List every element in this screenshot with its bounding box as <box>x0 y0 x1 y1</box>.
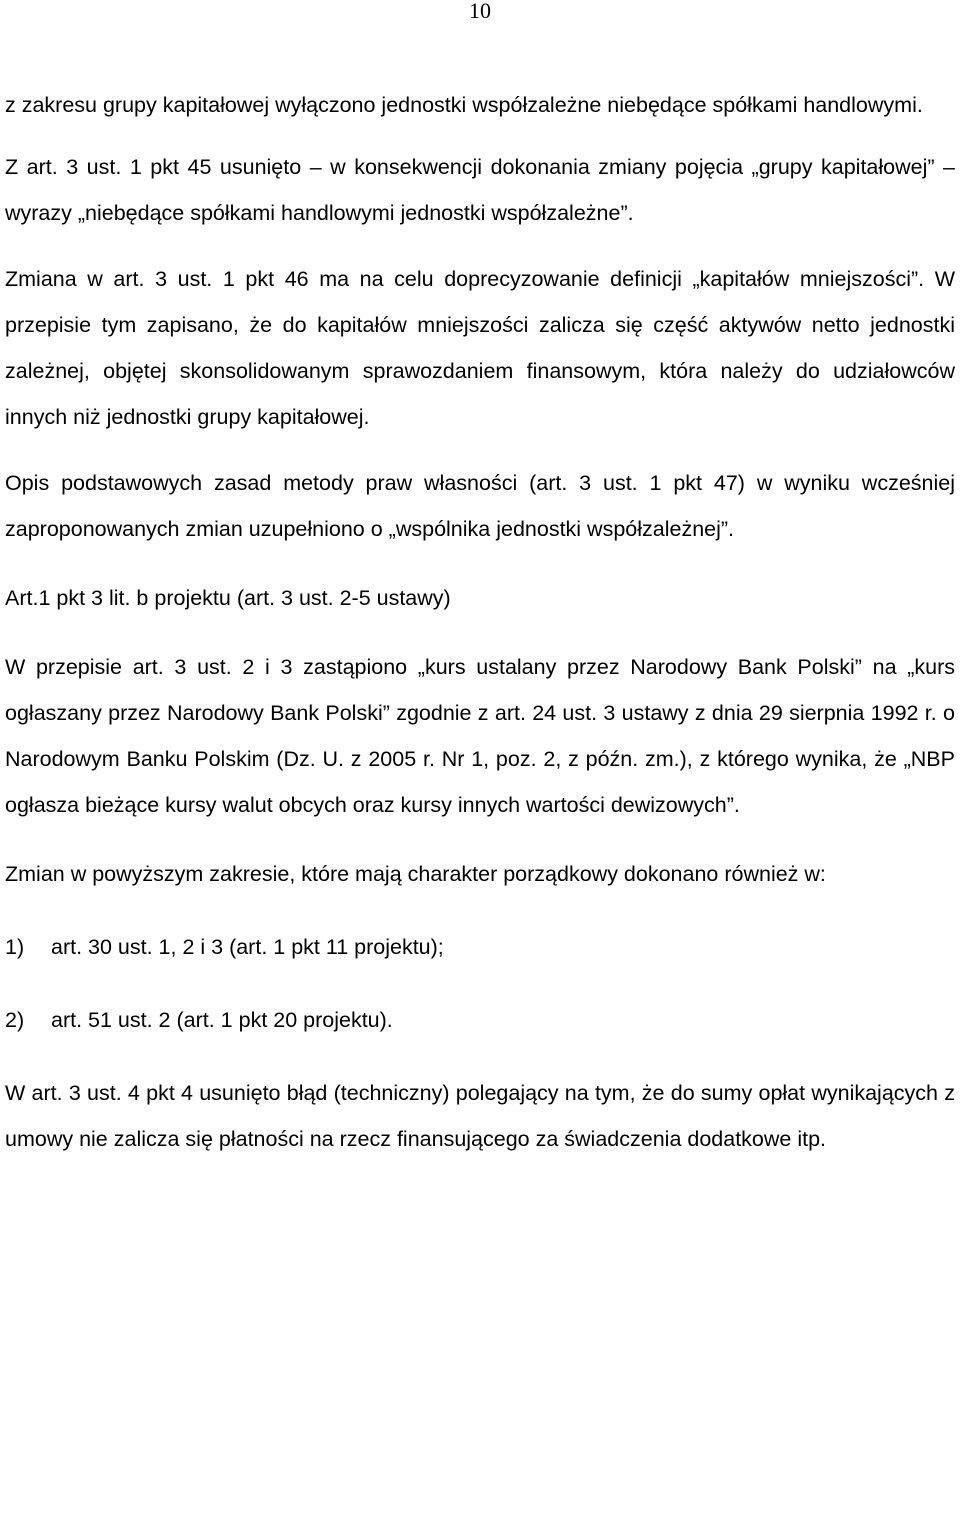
section-heading: Art.1 pkt 3 lit. b projektu (art. 3 ust. 2-5 ustawy) <box>5 586 451 610</box>
paragraph-pkt-46: Zmiana w art. 3 ust. 1 pkt 46 ma na celu doprecyzowanie definicji „kapitałów mniejszości”. W przepisie tym zapisano, że do kapitałów mniejszości zalicza się część aktywów netto jednostki zależnej, objętej skonsolidowanym sprawozdaniem finansowym, która należy do udziałowców innych niż jednostki grupy kapitałowej. <box>5 267 955 429</box>
list-item-text: art. 30 ust. 1, 2 i 3 (art. 1 pkt 11 projektu); <box>51 935 444 959</box>
paragraph-exchange-rate: W przepisie art. 3 ust. 2 i 3 zastąpiono „kurs ustalany przez Narodowy Bank Polski” na „kurs ogłaszany przez Narodowy Bank Polski” zgodnie z art. 24 ust. 3 ustawy z dnia 29 sierpnia 1992 r. o Narodowym Banku Polskim (Dz. U. z 2005 r. Nr 1, poz. 2, z późn. zm.), z którego wynika, że „NBP ogłasza bieżące kursy walut obcych oraz kursy innych wartości dewizowych”. <box>5 655 955 817</box>
paragraph-group-scope: z zakresu grupy kapitałowej wyłączono jednostki współzależne niebędące spółkami handlowymi. <box>5 93 923 117</box>
document-body <box>5 87 955 1162</box>
list-item <box>5 924 955 970</box>
page-number: 10 <box>469 0 491 23</box>
paragraph-pkt-45: Z art. 3 ust. 1 pkt 45 usunięto – w konsekwencji dokonania zmiany pojęcia „grupy kapitałowej” – wyrazy „niebędące spółkami handlowymi jednostki współzależne”. <box>5 155 955 225</box>
paragraph-pkt-4-error: W art. 3 ust. 4 pkt 4 usunięto błąd (techniczny) polegający na tym, że do sumy opłat wynikających z umowy nie zalicza się płatności na rzecz finansującego za świadczenia dodatkowe itp. <box>5 1081 955 1151</box>
list-item <box>5 997 955 1043</box>
list-item-number: 1) <box>5 935 25 959</box>
list-item-number: 2) <box>5 1008 25 1032</box>
paragraph-ordering-changes: Zmian w powyższym zakresie, które mają charakter porządkowy dokonano również w: <box>5 862 826 886</box>
paragraph-pkt-47: Opis podstawowych zasad metody praw własności (art. 3 ust. 1 pkt 47) w wyniku wcześniej zaproponowanych zmian uzupełniono o „wspólnika jednostki współzależnej”. <box>5 471 955 541</box>
list-item-text: art. 51 ust. 2 (art. 1 pkt 20 projektu). <box>51 1008 393 1032</box>
